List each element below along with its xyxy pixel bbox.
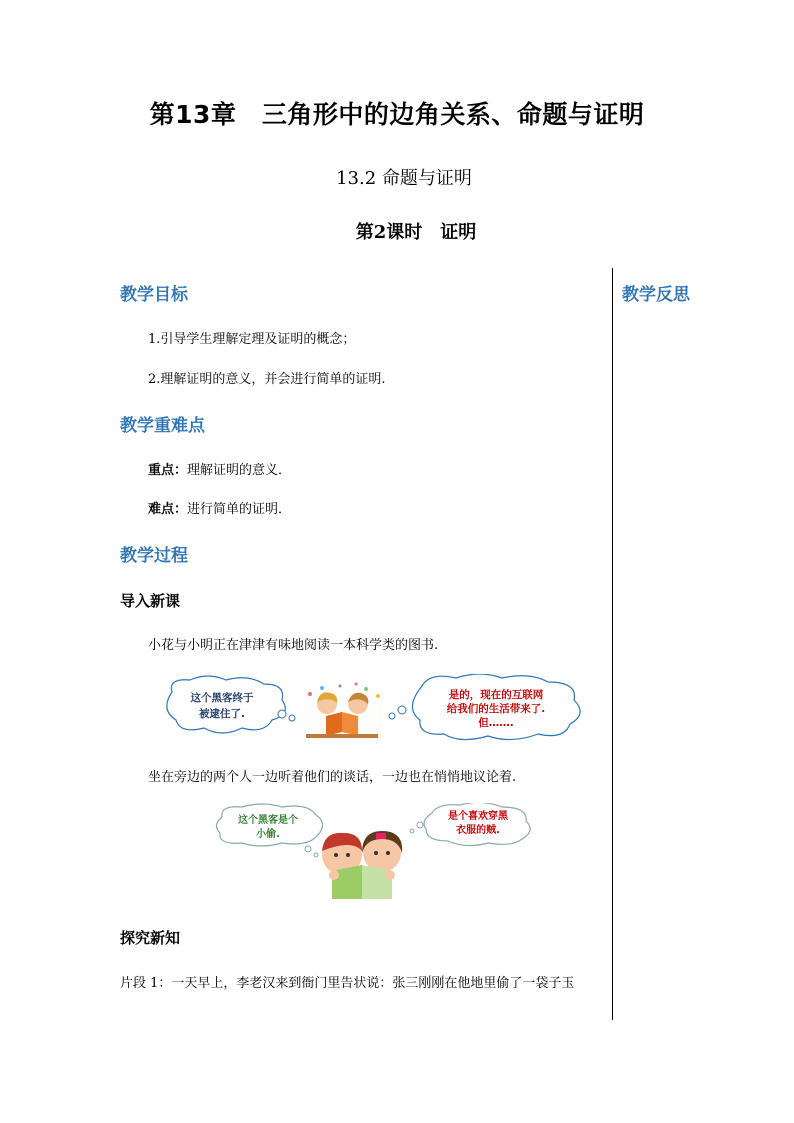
intro-heading: 导入新课	[120, 592, 181, 610]
chapter-title: 第13章 三角形中的边角关系、命题与证明	[149, 100, 645, 129]
difficulty-text: 进行简单的证明．	[187, 502, 292, 517]
objective-item-2: 2.理解证明的意义，并会进行简单的证明.	[148, 372, 386, 387]
bubble-2-right-line-2: 衣服的贼.	[456, 825, 500, 836]
explore-text: 片段 1：一天早上，李老汉来到衙门里告状说：张三刚刚在他地里偷了一袋子玉	[120, 976, 575, 991]
reading-illustration-2	[212, 803, 534, 901]
children-reading-picture	[302, 683, 382, 741]
column-divider	[612, 268, 613, 1020]
bubble-1-right-line-1: 是的，现在的互联网	[448, 689, 544, 701]
boy-and-girl-reading-picture	[322, 831, 402, 899]
intro-text-1: 小花与小明正在津津有味地阅读一本科学类的图书.	[148, 638, 439, 653]
reflection-heading: 教学反思	[622, 285, 690, 305]
section-subtitle: 13.2 命题与证明	[336, 168, 472, 189]
thought-bubble-left	[167, 676, 285, 733]
reading-illustration-1	[160, 674, 590, 746]
focus-text: 理解证明的意义．	[187, 463, 292, 478]
focus-line	[148, 459, 291, 478]
intro-text-2: 坐在旁边的两个人一边听着他们的谈话，一边也在悄悄地议论着.	[148, 770, 517, 785]
objective-item-1: 1.引导学生理解定理及证明的概念；	[148, 332, 356, 347]
bubble-1-left-line-2: 被逮住了.	[199, 708, 245, 720]
bubble-2-right-line-1: 是个喜欢穿黑	[448, 811, 508, 822]
bubble-2-left-line-2: 小偷.	[256, 829, 280, 840]
bubble-2-left-line-1: 这个黑客是个	[238, 815, 298, 826]
lesson-title: 第2课时 证明	[355, 222, 477, 243]
objectives-heading: 教学目标	[120, 285, 188, 305]
explore-heading: 探究新知	[120, 929, 181, 947]
focus-label: 重点：	[148, 463, 188, 478]
bubble-1-right-line-3: 但…….	[478, 717, 514, 729]
keypoints-heading: 教学重难点	[120, 416, 205, 436]
process-heading: 教学过程	[120, 546, 188, 566]
difficulty-line	[148, 498, 291, 517]
bubble-1-left-line-1: 这个黑客终于	[190, 692, 254, 704]
difficulty-label: 难点：	[148, 502, 188, 517]
bubble-1-right-line-2: 给我们的生活带来了.	[446, 703, 546, 715]
